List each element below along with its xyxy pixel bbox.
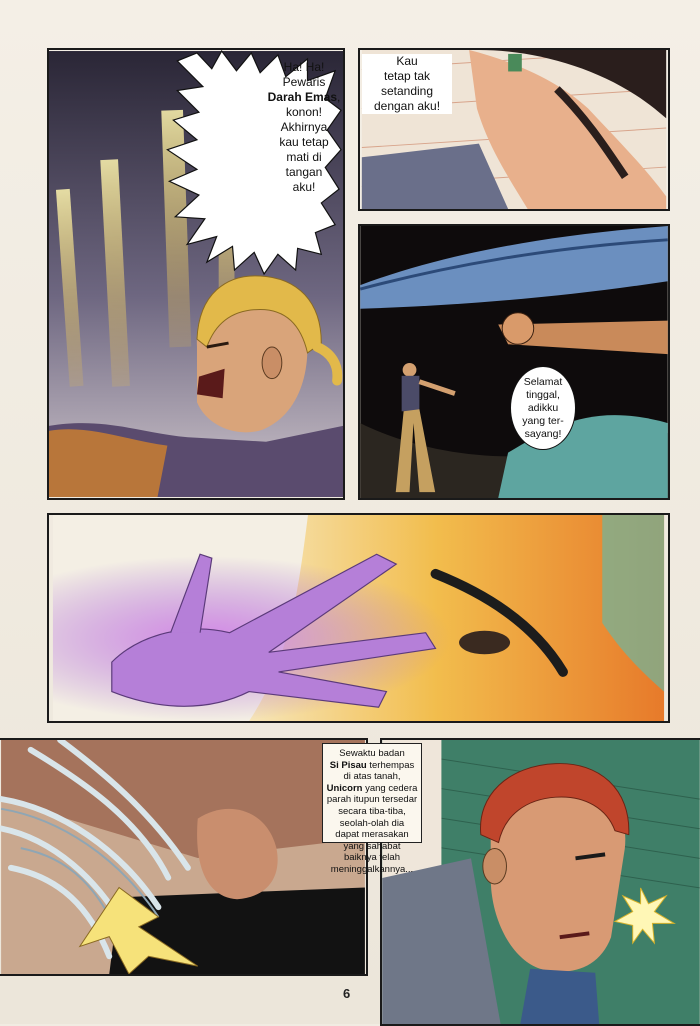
speech-bubble-farewell (510, 366, 576, 450)
speech-line: tetap tak (383, 69, 431, 83)
caption-text: terhempas (366, 759, 415, 771)
speech-line (264, 90, 344, 105)
page-number: 6 (343, 986, 351, 1001)
panel-glowing-hand (47, 513, 670, 723)
speech-line: Ha! Ha! (283, 60, 325, 74)
speech-line: Pewaris (282, 75, 326, 89)
panel-villain-laughing (47, 48, 345, 500)
speech-line: adikku (527, 402, 559, 414)
speech-line: aku! (292, 180, 316, 194)
speech-bubble-villain (264, 60, 344, 195)
caption-line: seolah-olah dia (339, 817, 405, 829)
caption-line: meninggalkannya... (330, 863, 414, 875)
speech-punct: , (337, 90, 341, 104)
caption-line: parah itupun tersedar (326, 794, 418, 806)
speech-line: yang ter- (522, 415, 564, 427)
white-hair-art (0, 740, 366, 974)
caption-line (326, 760, 418, 772)
panel-unicorn (380, 738, 700, 1026)
speech-line: tinggal, (526, 389, 560, 401)
caption-line: Sewaktu badan (339, 748, 405, 759)
caption-line: baiknya telah (344, 852, 400, 864)
speech-line: setanding (380, 84, 434, 98)
speech-line: konon! (285, 105, 323, 119)
caption-line (326, 783, 418, 795)
panel-punch (358, 224, 670, 500)
caption-emphasis: Si Pisau (329, 759, 367, 771)
caption-line: yang sahabat (343, 840, 401, 852)
punch-art (360, 226, 668, 498)
speech-line: mati di (286, 150, 322, 164)
glowing-hand-art (49, 515, 668, 721)
speech-emphasis: Darah Emas (267, 90, 338, 104)
speech-line: dengan aku! (373, 99, 441, 113)
speech-bubble-fighter (362, 54, 452, 114)
panel-white-hair (0, 738, 368, 976)
speech-line: Akhirnya (280, 120, 328, 134)
narration-caption (322, 743, 422, 875)
caption-line: secara tiba-tiba, (338, 805, 406, 817)
caption-emphasis: Unicorn (326, 782, 363, 794)
unicorn-art (382, 740, 700, 1024)
speech-line: Kau (396, 54, 418, 68)
speech-line: sayang! (524, 428, 562, 440)
caption-line: dapat merasakan (335, 829, 409, 841)
speech-line: Selamat (523, 376, 563, 388)
speech-line: tangan (285, 165, 323, 179)
caption-line: di atas tanah, (343, 771, 401, 783)
caption-text: yang cedera (362, 782, 418, 794)
panel-fighter-closeup (358, 48, 670, 211)
speech-line: kau tetap (279, 135, 329, 149)
